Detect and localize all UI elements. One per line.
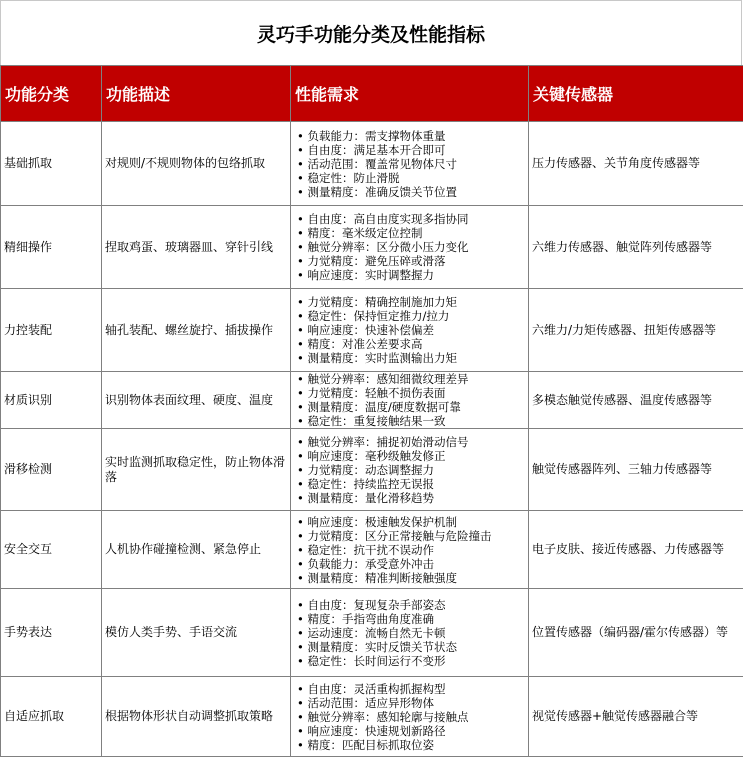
cell-category[interactable]: 手势表达 bbox=[1, 589, 102, 677]
requirement-item: • 响应速度：快速规划新路径 bbox=[297, 724, 528, 738]
cell-sensors[interactable]: 压力传感器、关节角度传感器等 bbox=[529, 122, 743, 206]
table-body bbox=[1, 122, 743, 757]
cell-sensors[interactable]: 触觉传感器阵列、三轴力传感器等 bbox=[529, 429, 743, 511]
header-category: 功能分类 bbox=[1, 66, 102, 122]
table-row bbox=[1, 677, 743, 757]
cell-sensors[interactable]: 六维力传感器、触觉阵列传感器等 bbox=[529, 206, 743, 289]
capability-table bbox=[0, 65, 743, 757]
cell-sensors[interactable]: 多模态触觉传感器、温度传感器等 bbox=[529, 372, 743, 429]
cell-category[interactable]: 滑移检测 bbox=[1, 429, 102, 511]
requirement-item: • 力觉精度：区分正常接触与危险撞击 bbox=[297, 529, 528, 543]
requirement-item: • 力觉精度：轻触不损伤表面 bbox=[297, 386, 528, 400]
header-sensors: 关键传感器 bbox=[529, 66, 743, 122]
requirement-item: • 负载能力：需支撑物体重量 bbox=[297, 129, 528, 143]
requirement-item: • 响应速度：极速触发保护机制 bbox=[297, 515, 528, 529]
requirement-item: • 响应速度：实时调整握力 bbox=[297, 268, 528, 282]
requirement-item: • 测量精度：温度/硬度数据可靠 bbox=[297, 400, 528, 414]
cell-category[interactable]: 基础抓取 bbox=[1, 122, 102, 206]
table-row bbox=[1, 122, 743, 206]
cell-category[interactable]: 力控装配 bbox=[1, 289, 102, 372]
requirement-item: • 自由度：满足基本开合即可 bbox=[297, 143, 528, 157]
cell-description[interactable]: 人机协作碰撞检测、紧急停止 bbox=[102, 511, 291, 589]
requirement-item: • 测量精度：准确反馈关节位置 bbox=[297, 185, 528, 199]
requirement-item: • 稳定性：保持恒定推力/拉力 bbox=[297, 309, 528, 323]
cell-description[interactable]: 轴孔装配、螺丝旋拧、插拔操作 bbox=[102, 289, 291, 372]
cell-requirements[interactable] bbox=[291, 511, 529, 589]
cell-requirements[interactable] bbox=[291, 372, 529, 429]
table-row bbox=[1, 372, 743, 429]
requirement-item: • 触觉分辨率：感知轮廓与接触点 bbox=[297, 710, 528, 724]
requirement-item: • 精度：手指弯曲角度准确 bbox=[297, 612, 528, 626]
requirement-item: • 稳定性：防止滑脱 bbox=[297, 171, 528, 185]
requirement-item: • 力觉精度：避免压碎或滑落 bbox=[297, 254, 528, 268]
header-row bbox=[1, 66, 743, 122]
requirement-item: • 精度：匹配目标抓取位姿 bbox=[297, 738, 528, 752]
requirement-item: • 力觉精度：动态调整握力 bbox=[297, 463, 528, 477]
requirement-item: • 运动速度：流畅自然无卡顿 bbox=[297, 626, 528, 640]
table-row bbox=[1, 429, 743, 511]
requirement-item: • 自由度：高自由度实现多指协同 bbox=[297, 212, 528, 226]
cell-description[interactable]: 对规则/不规则物体的包络抓取 bbox=[102, 122, 291, 206]
requirement-item: • 自由度：灵活重构抓握构型 bbox=[297, 682, 528, 696]
cell-requirements[interactable] bbox=[291, 429, 529, 511]
requirement-item: • 活动范围：适应异形物体 bbox=[297, 696, 528, 710]
requirement-item: • 触觉分辨率：感知细微纹理差异 bbox=[297, 372, 528, 386]
requirement-item: • 测量精度：实时反馈关节状态 bbox=[297, 640, 528, 654]
cell-description[interactable]: 模仿人类手势、手语交流 bbox=[102, 589, 291, 677]
requirement-item: • 精度：对准公差要求高 bbox=[297, 337, 528, 351]
requirement-item: • 力觉精度：精确控制施加力矩 bbox=[297, 295, 528, 309]
requirement-item: • 活动范围：覆盖常见物体尺寸 bbox=[297, 157, 528, 171]
cell-description[interactable]: 识别物体表面纹理、硬度、温度 bbox=[102, 372, 291, 429]
cell-category[interactable]: 精细操作 bbox=[1, 206, 102, 289]
table-row bbox=[1, 589, 743, 677]
cell-requirements[interactable] bbox=[291, 677, 529, 757]
requirement-item: • 测量精度：实时监测输出力矩 bbox=[297, 351, 528, 365]
table-title: 灵巧手功能分类及性能指标 bbox=[0, 0, 742, 65]
cell-sensors[interactable]: 视觉传感器+触觉传感器融合等 bbox=[529, 677, 743, 757]
requirement-item: • 稳定性：重复接触结果一致 bbox=[297, 414, 528, 428]
cell-sensors[interactable]: 电子皮肤、接近传感器、力传感器等 bbox=[529, 511, 743, 589]
requirement-item: • 测量精度：精准判断接触强度 bbox=[297, 571, 528, 585]
requirement-item: • 响应速度：毫秒级触发修正 bbox=[297, 449, 528, 463]
cell-requirements[interactable] bbox=[291, 289, 529, 372]
cell-category[interactable]: 自适应抓取 bbox=[1, 677, 102, 757]
requirement-item: • 自由度：复现复杂手部姿态 bbox=[297, 598, 528, 612]
cell-category[interactable]: 材质识别 bbox=[1, 372, 102, 429]
requirement-item: • 响应速度：快速补偿偏差 bbox=[297, 323, 528, 337]
requirement-item: • 触觉分辨率：捕捉初始滑动信号 bbox=[297, 435, 528, 449]
requirement-item: • 触觉分辨率：区分微小压力变化 bbox=[297, 240, 528, 254]
cell-description[interactable]: 实时监测抓取稳定性，防止物体滑落 bbox=[102, 429, 291, 511]
cell-description[interactable]: 根据物体形状自动调整抓取策略 bbox=[102, 677, 291, 757]
requirement-item: • 精度：毫米级定位控制 bbox=[297, 226, 528, 240]
table-row bbox=[1, 289, 743, 372]
requirement-item: • 稳定性：长时间运行不变形 bbox=[297, 654, 528, 668]
cell-category[interactable]: 安全交互 bbox=[1, 511, 102, 589]
cell-sensors[interactable]: 位置传感器（编码器/霍尔传感器）等 bbox=[529, 589, 743, 677]
requirement-item: • 稳定性：持续监控无误报 bbox=[297, 477, 528, 491]
table-row bbox=[1, 511, 743, 589]
table-row bbox=[1, 206, 743, 289]
requirement-item: • 测量精度：量化滑移趋势 bbox=[297, 491, 528, 505]
requirement-item: • 稳定性：抗干扰不误动作 bbox=[297, 543, 528, 557]
cell-requirements[interactable] bbox=[291, 122, 529, 206]
header-requirements: 性能需求 bbox=[291, 66, 529, 122]
header-description: 功能描述 bbox=[102, 66, 291, 122]
requirement-item: • 负载能力：承受意外冲击 bbox=[297, 557, 528, 571]
cell-sensors[interactable]: 六维力/力矩传感器、扭矩传感器等 bbox=[529, 289, 743, 372]
cell-description[interactable]: 捏取鸡蛋、玻璃器皿、穿针引线 bbox=[102, 206, 291, 289]
cell-requirements[interactable] bbox=[291, 206, 529, 289]
cell-requirements[interactable] bbox=[291, 589, 529, 677]
